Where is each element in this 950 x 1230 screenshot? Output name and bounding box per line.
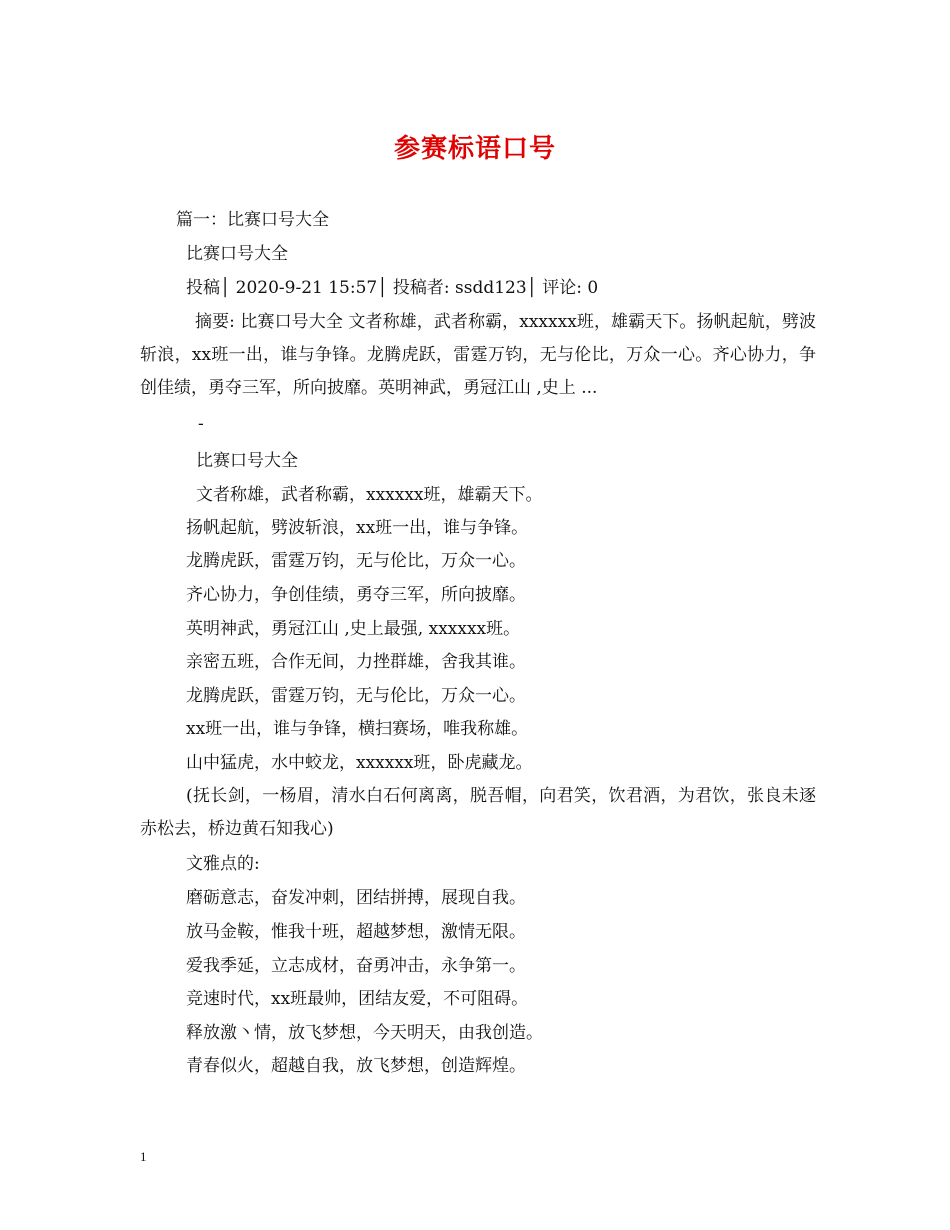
- abstract-paragraph: 摘要: 比赛口号大全 文者称雄，武者称霸，xxxxxx班，雄霸天下。扬帆起航，劈波斩浪，xx班一出，谁与争锋。龙腾虎跃，雷霆万钧，无与伦比，万众一心。齐心协力，争创佳绩，勇夺三军，所向披靡。英明神武，勇冠江山 ,史上 ...: [140, 312, 816, 398]
- slogan-line: 亲密五班，合作无间，力挫群雄，舍我其谁。: [186, 652, 526, 672]
- separator-dash: -: [198, 414, 204, 434]
- subtitle: 比赛口号大全: [196, 451, 298, 471]
- slogan-line: 文者称雄，武者称霸，xxxxxx班，雄霸天下。: [196, 485, 543, 505]
- poem-paragraph: (抚长剑，一杨眉，清水白石何离离，脱吾帽，向君笑，饮君酒，为君饮，张良未逐赤松去，桥边黄石知我心): [140, 786, 816, 839]
- elegant-heading: 文雅点的:: [186, 854, 260, 874]
- section-heading: 篇一：比赛口号大全: [176, 210, 329, 230]
- slogan-line: 爱我季延，立志成材，奋勇冲击，永争第一。: [186, 956, 526, 976]
- slogan-line: 龙腾虎跃，雷霆万钧，无与伦比，万众一心。: [186, 551, 526, 571]
- slogan-line: xx班一出，谁与争锋，横扫赛场，唯我称雄。: [186, 719, 529, 739]
- slogan-line: 释放激丶情，放飞梦想，今天明天，由我创造。: [186, 1023, 543, 1043]
- slogan-line: 磨砺意志，奋发冲刺，团结拼搏，展现自我。: [186, 888, 526, 908]
- article-meta: 投稿│ 2020-9-21 15:57│ 投稿者: ssdd123│ 评论: 0: [186, 278, 599, 298]
- article-title: 比赛口号大全: [186, 244, 288, 264]
- slogan-line: 山中猛虎，水中蛟龙，xxxxxx班，卧虎藏龙。: [186, 753, 533, 773]
- document-title: 参赛标语口号: [393, 134, 556, 164]
- slogan-line: 龙腾虎跃，雷霆万钧，无与伦比，万众一心。: [186, 686, 526, 706]
- slogan-line: 放马金鞍，惟我十班，超越梦想，激情无限。: [186, 922, 526, 942]
- page-number: 1: [140, 1149, 147, 1164]
- slogan-line: 青春似火，超越自我，放飞梦想，创造辉煌。: [186, 1056, 526, 1076]
- slogan-line: 齐心协力，争创佳绩，勇夺三军，所向披靡。: [186, 585, 526, 605]
- slogan-line: 扬帆起航，劈波斩浪，xx班一出，谁与争锋。: [186, 518, 529, 538]
- slogan-line: 英明神武，勇冠江山 ,史上最强, xxxxxx班。: [186, 619, 521, 639]
- slogan-line: 竞速时代，xx班最帅，团结友爱，不可阻碍。: [186, 989, 529, 1009]
